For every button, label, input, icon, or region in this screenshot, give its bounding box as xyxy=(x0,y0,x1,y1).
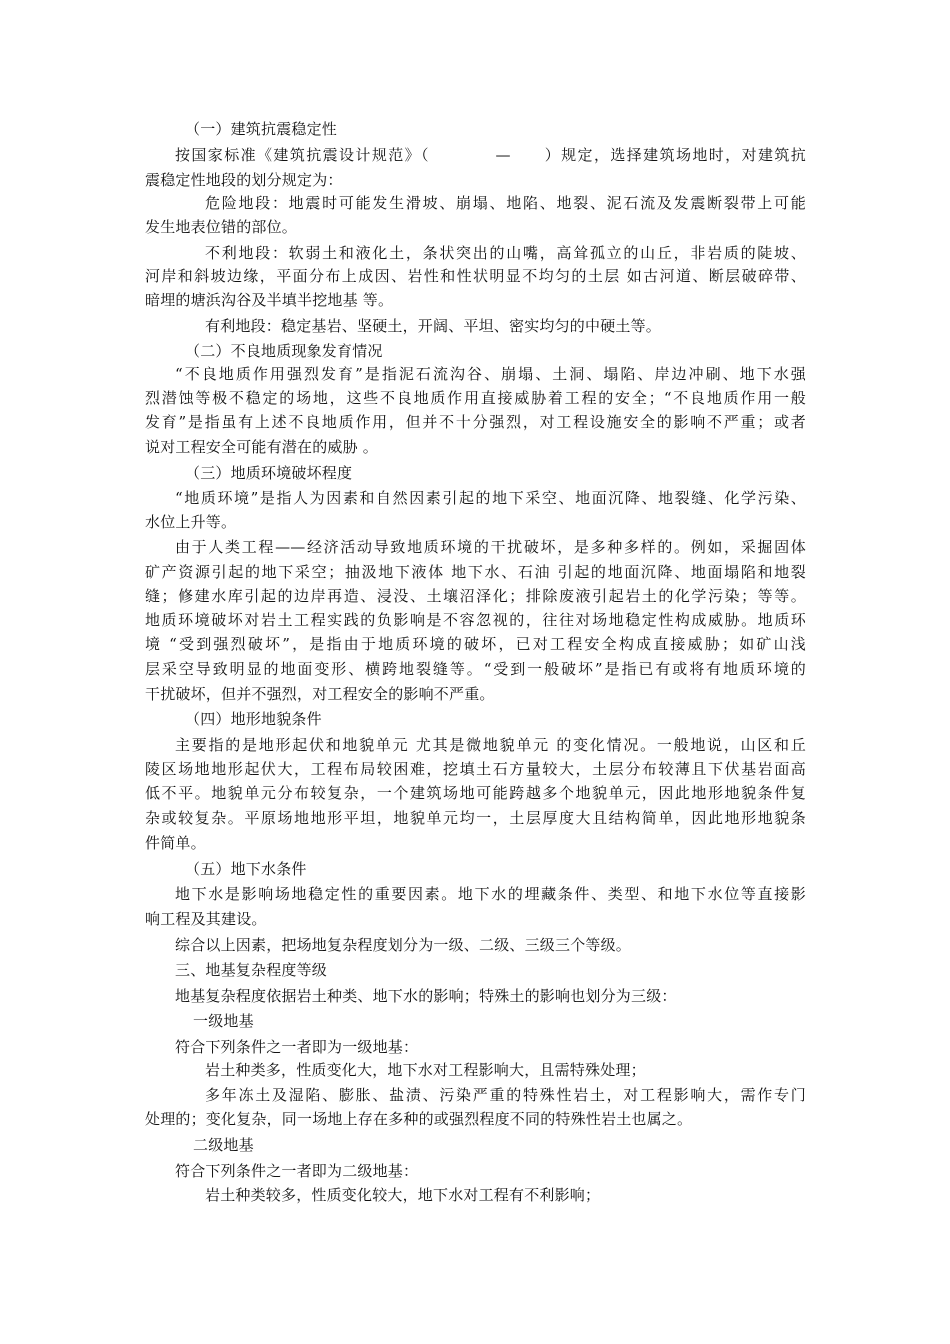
paragraph-line: 不利地段：软弱土和液化土，条状突出的山嘴，高耸孤立的山丘，非岩质的陡坡、 xyxy=(205,244,806,262)
paragraph-line: 地基复杂程度依据岩土种类、地下水的影响；特殊土的影响也划分为三级： xyxy=(175,987,677,1005)
paragraph-line: “不良地质作用强烈发育”是指泥石流沟谷、崩塌、土洞、塌陷、岸边冲刷、地下水强 xyxy=(175,365,806,383)
paragraph-line: 暗埋的塘浜沟谷及半填半挖地基 等。 xyxy=(145,291,394,309)
paragraph-line: 件简单。 xyxy=(145,834,206,852)
paragraph-line: 危险地段：地震时可能发生滑坡、崩塌、地陷、地裂、泥石流及发震断裂带上可能 xyxy=(205,194,806,212)
paragraph-line: 由于人类工程——经济活动导致地质环境的干扰破坏，是多种多样的。例如，采掘固体 xyxy=(175,538,806,556)
paragraph-line: 杂或较复杂。平原场地地形平坦，地貌单元均一，土层厚度大且结构简单，因此地形地貌条 xyxy=(145,809,806,827)
paragraph-line: 干扰破坏，但并不强烈，对工程安全的影响不严重。 xyxy=(145,685,495,703)
paragraph-line: 综合以上因素，把场地复杂程度划分为一级、二级、三级三个等级。 xyxy=(175,936,632,954)
section-heading: （一）建筑抗震稳定性 xyxy=(185,120,338,138)
paragraph-line: 符合下列条件之一者即为一级地基： xyxy=(175,1038,419,1056)
paragraph-line: 岩土种类多，性质变化大，地下水对工程影响大，且需特殊处理； xyxy=(205,1061,646,1079)
paragraph-line: 河岸和斜坡边缘，平面分布上成因、岩性和性状明显不均匀的土层 如古河道、断层破碎带、 xyxy=(145,267,806,285)
paragraph-line: 处理的；变化复杂，同一场地上存在多种的或强烈程度不同的特殊性岩土也属之。 xyxy=(145,1110,693,1128)
section-heading: （三）地质环境破坏程度 xyxy=(185,464,353,482)
paragraph-line: 符合下列条件之一者即为二级地基： xyxy=(175,1162,419,1180)
paragraph-line: 地质环境破坏对岩土工程实践的负影响是不容忽视的，往往对场地稳定性构成威胁。地质环 xyxy=(145,611,806,629)
paragraph-line: 发生地表位错的部位。 xyxy=(145,218,298,236)
paragraph-line: 响工程及其建设。 xyxy=(145,910,267,928)
subsection-heading: 二级地基 xyxy=(193,1136,254,1154)
paragraph-line: 陵区场地地形起伏大，工程布局较困难，挖填土石方量较大，土层分布较薄且下伏基岩面高 xyxy=(145,760,806,778)
subsection-heading: 一级地基 xyxy=(193,1012,254,1030)
paragraph-line: 多年冻土及湿陷、膨胀、盐渍、污染严重的特殊性岩土，对工程影响大，需作专门 xyxy=(205,1086,806,1104)
section-heading: （二）不良地质现象发育情况 xyxy=(185,342,383,360)
paragraph-line: 有利地段：稳定基岩、坚硬土，开阔、平坦、密实均匀的中硬土等。 xyxy=(205,317,662,335)
paragraph-line: 烈潜蚀等极不稳定的场地，这些不良地质作用直接威胁着工程的安全；“不良地质作用一般 xyxy=(145,389,806,407)
paragraph-line: 境 “受到强烈破坏”，是指由于地质环境的破坏，已对工程安全构成直接威胁；如矿山浅 xyxy=(145,635,806,653)
paragraph-line: 矿产资源引起的地下采空；抽汲地下液体 地下水、石油 引起的地面沉降、地面塌陷和地裂 xyxy=(145,563,806,581)
section-heading: （四）地形地貌条件 xyxy=(185,710,322,728)
paragraph-line: 发育”是指虽有上述不良地质作用，但并不十分强烈，对工程设施安全的影响不严重；或者 xyxy=(145,413,806,431)
paragraph-line: 水位上升等。 xyxy=(145,513,237,531)
paragraph-line: 按国家标准《建筑抗震设计规范》（ — ）规定，选择建筑场地时，对建筑抗 xyxy=(175,146,806,164)
section-heading: 三、地基复杂程度等级 xyxy=(175,961,328,979)
paragraph-line: 地下水是影响场地稳定性的重要因素。地下水的埋藏条件、类型、和地下水位等直接影 xyxy=(175,885,806,903)
paragraph-line: 主要指的是地形起伏和地貌单元 尤其是微地貌单元 的变化情况。一般地说，山区和丘 xyxy=(175,736,806,754)
section-heading: （五）地下水条件 xyxy=(185,860,307,878)
paragraph-line: 震稳定性地段的划分规定为： xyxy=(145,171,343,189)
paragraph-line: “地质环境”是指人为因素和自然因素引起的地下采空、地面沉降、地裂缝、化学污染、 xyxy=(175,489,806,507)
paragraph-line: 低不平。地貌单元分布较复杂，一个建筑场地可能跨越多个地貌单元，因此地形地貌条件复 xyxy=(145,784,806,802)
paragraph-line: 层采空导致明显的地面变形、横跨地裂缝等。“受到一般破坏”是指已有或将有地质环境的 xyxy=(145,660,806,678)
paragraph-line: 说对工程安全可能有潜在的威胁 。 xyxy=(145,438,378,456)
paragraph-line: 岩土种类较多，性质变化较大，地下水对工程有不利影响； xyxy=(205,1186,601,1204)
paragraph-line: 缝；修建水库引起的边岸再造、浸没、土壤沼泽化；排除废液引起岩土的化学污染；等等。 xyxy=(145,587,806,605)
